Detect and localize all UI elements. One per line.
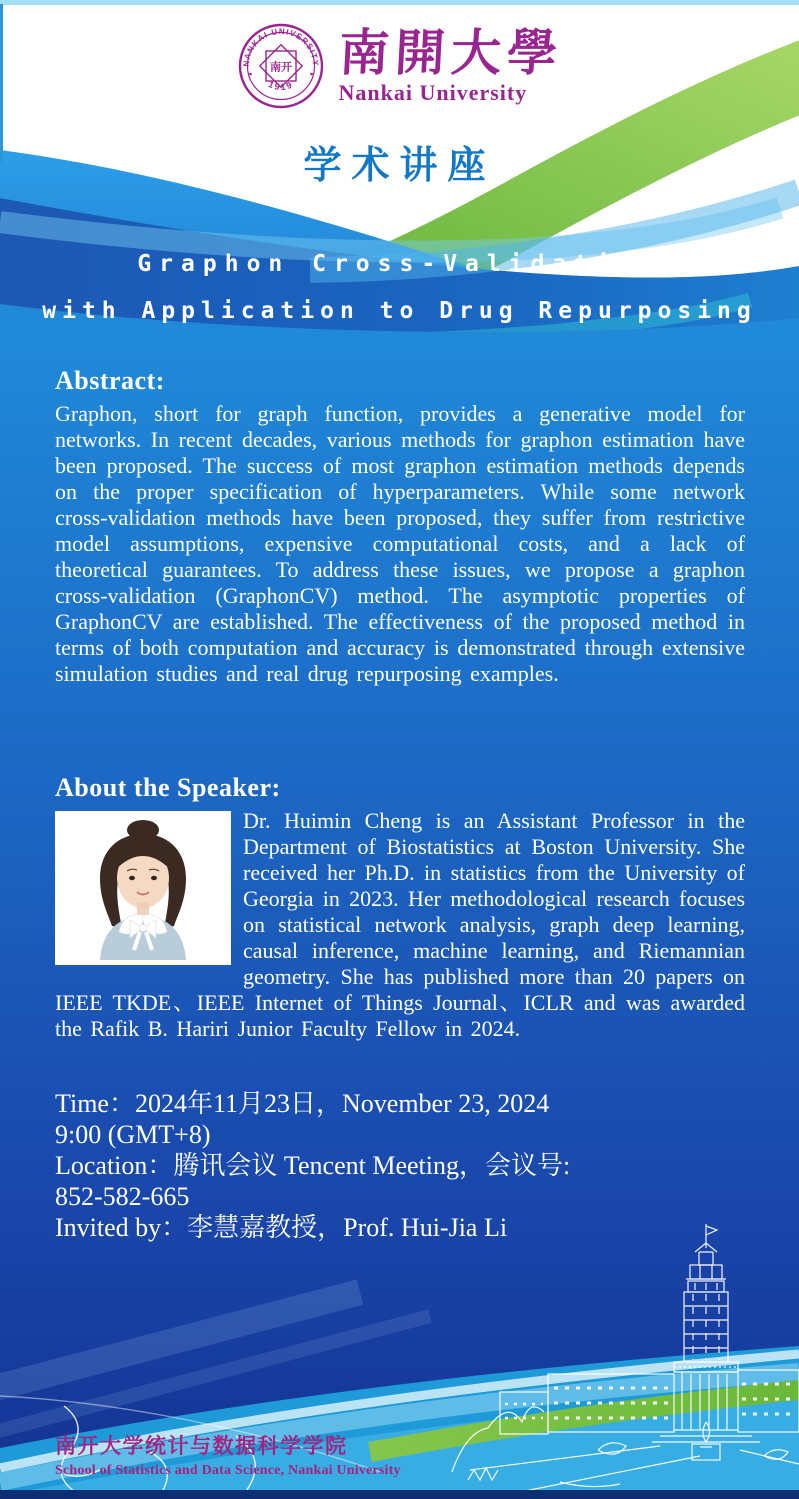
lecture-title — [0, 241, 799, 335]
detail-meeting-id — [55, 1181, 765, 1212]
school-name-english: School of Statistics and Data Science, Nankai University — [55, 1463, 401, 1478]
speaker-portrait-illustration — [60, 816, 226, 960]
lecture-banner: 学术讲座 — [303, 143, 496, 187]
detail-invited-value: 李慧嘉教授，Prof. Hui-Jia Li — [187, 1213, 508, 1242]
lecture-title-line2: with Application to Drug Repurposing — [42, 298, 757, 324]
footer-school — [55, 1430, 401, 1479]
abstract-section — [55, 366, 745, 687]
detail-invited-label: Invited by： — [55, 1213, 188, 1242]
speaker-bio: Dr. Huimin Cheng is an Assistant Professor in the Department of Biostatistics at Boston University. She received her Ph.D. in statistics from the University of Georgia in 2023. Her methodological research focuses on statistical network analysis, graph deep learning, causal inference, machine learning, and Riemannian geometry. She has published more than 20 papers on IEEE TKDE、IEEE Internet of Things Journal、ICLR and was awarded the Rafik B. Hariri Junior Faculty Fellow in 2024. — [55, 808, 745, 1041]
detail-location — [55, 1150, 765, 1181]
detail-hour-value: 9:00 (GMT+8) — [55, 1120, 211, 1149]
seal-year: 1919 — [266, 78, 295, 93]
university-seal-icon — [237, 22, 325, 110]
detail-invited-by — [55, 1212, 765, 1243]
abstract-heading: Abstract: — [55, 366, 165, 395]
detail-location-value: 腾讯会议 Tencent Meeting，会议号: — [173, 1151, 571, 1180]
detail-location-label: Location： — [55, 1151, 174, 1180]
speaker-heading: About the Speaker: — [55, 773, 281, 802]
speaker-section — [55, 773, 745, 1042]
detail-time-hour — [55, 1119, 765, 1150]
detail-time-label: Time： — [55, 1089, 135, 1118]
university-logo — [0, 22, 799, 110]
school-name-chinese: 南开大学统计与数据科学学院 — [55, 1434, 348, 1458]
event-details — [55, 1088, 765, 1243]
speaker-photo — [55, 811, 231, 965]
seal-center-text: 南开 — [269, 61, 292, 74]
university-name-english: Nankai University — [338, 79, 528, 105]
detail-meeting-id-value: 852-582-665 — [55, 1182, 190, 1211]
detail-time-value: 2024年11月23日，November 23, 2024 — [134, 1089, 550, 1118]
detail-time — [55, 1088, 765, 1119]
abstract-body: Graphon, short for graph function, provides a generative model for networks. In recent decades, various methods for graphon estimation have been proposed. The success of most graphon estimation methods depends on the proper specification of hyperparameters. While some network cross-validation methods have been proposed, they suffer from restrictive model assumptions, expensive computational costs, and a lack of theoretical guarantees. To address these issues, we propose a graphon cross-validation (GraphonCV) method. The asymptotic properties of GraphonCV are established. The effectiveness of the proposed method in terms of both computation and accuracy is demonstrated through extensive simulation studies and real drug repurposing examples. — [55, 401, 745, 686]
seal-ring-text: NANKAI UNIVERSITY — [241, 26, 320, 67]
lecture-title-line1: Graphon Cross-Validation — [137, 251, 662, 277]
university-name-calligraphy: 南開大學 — [336, 22, 565, 82]
